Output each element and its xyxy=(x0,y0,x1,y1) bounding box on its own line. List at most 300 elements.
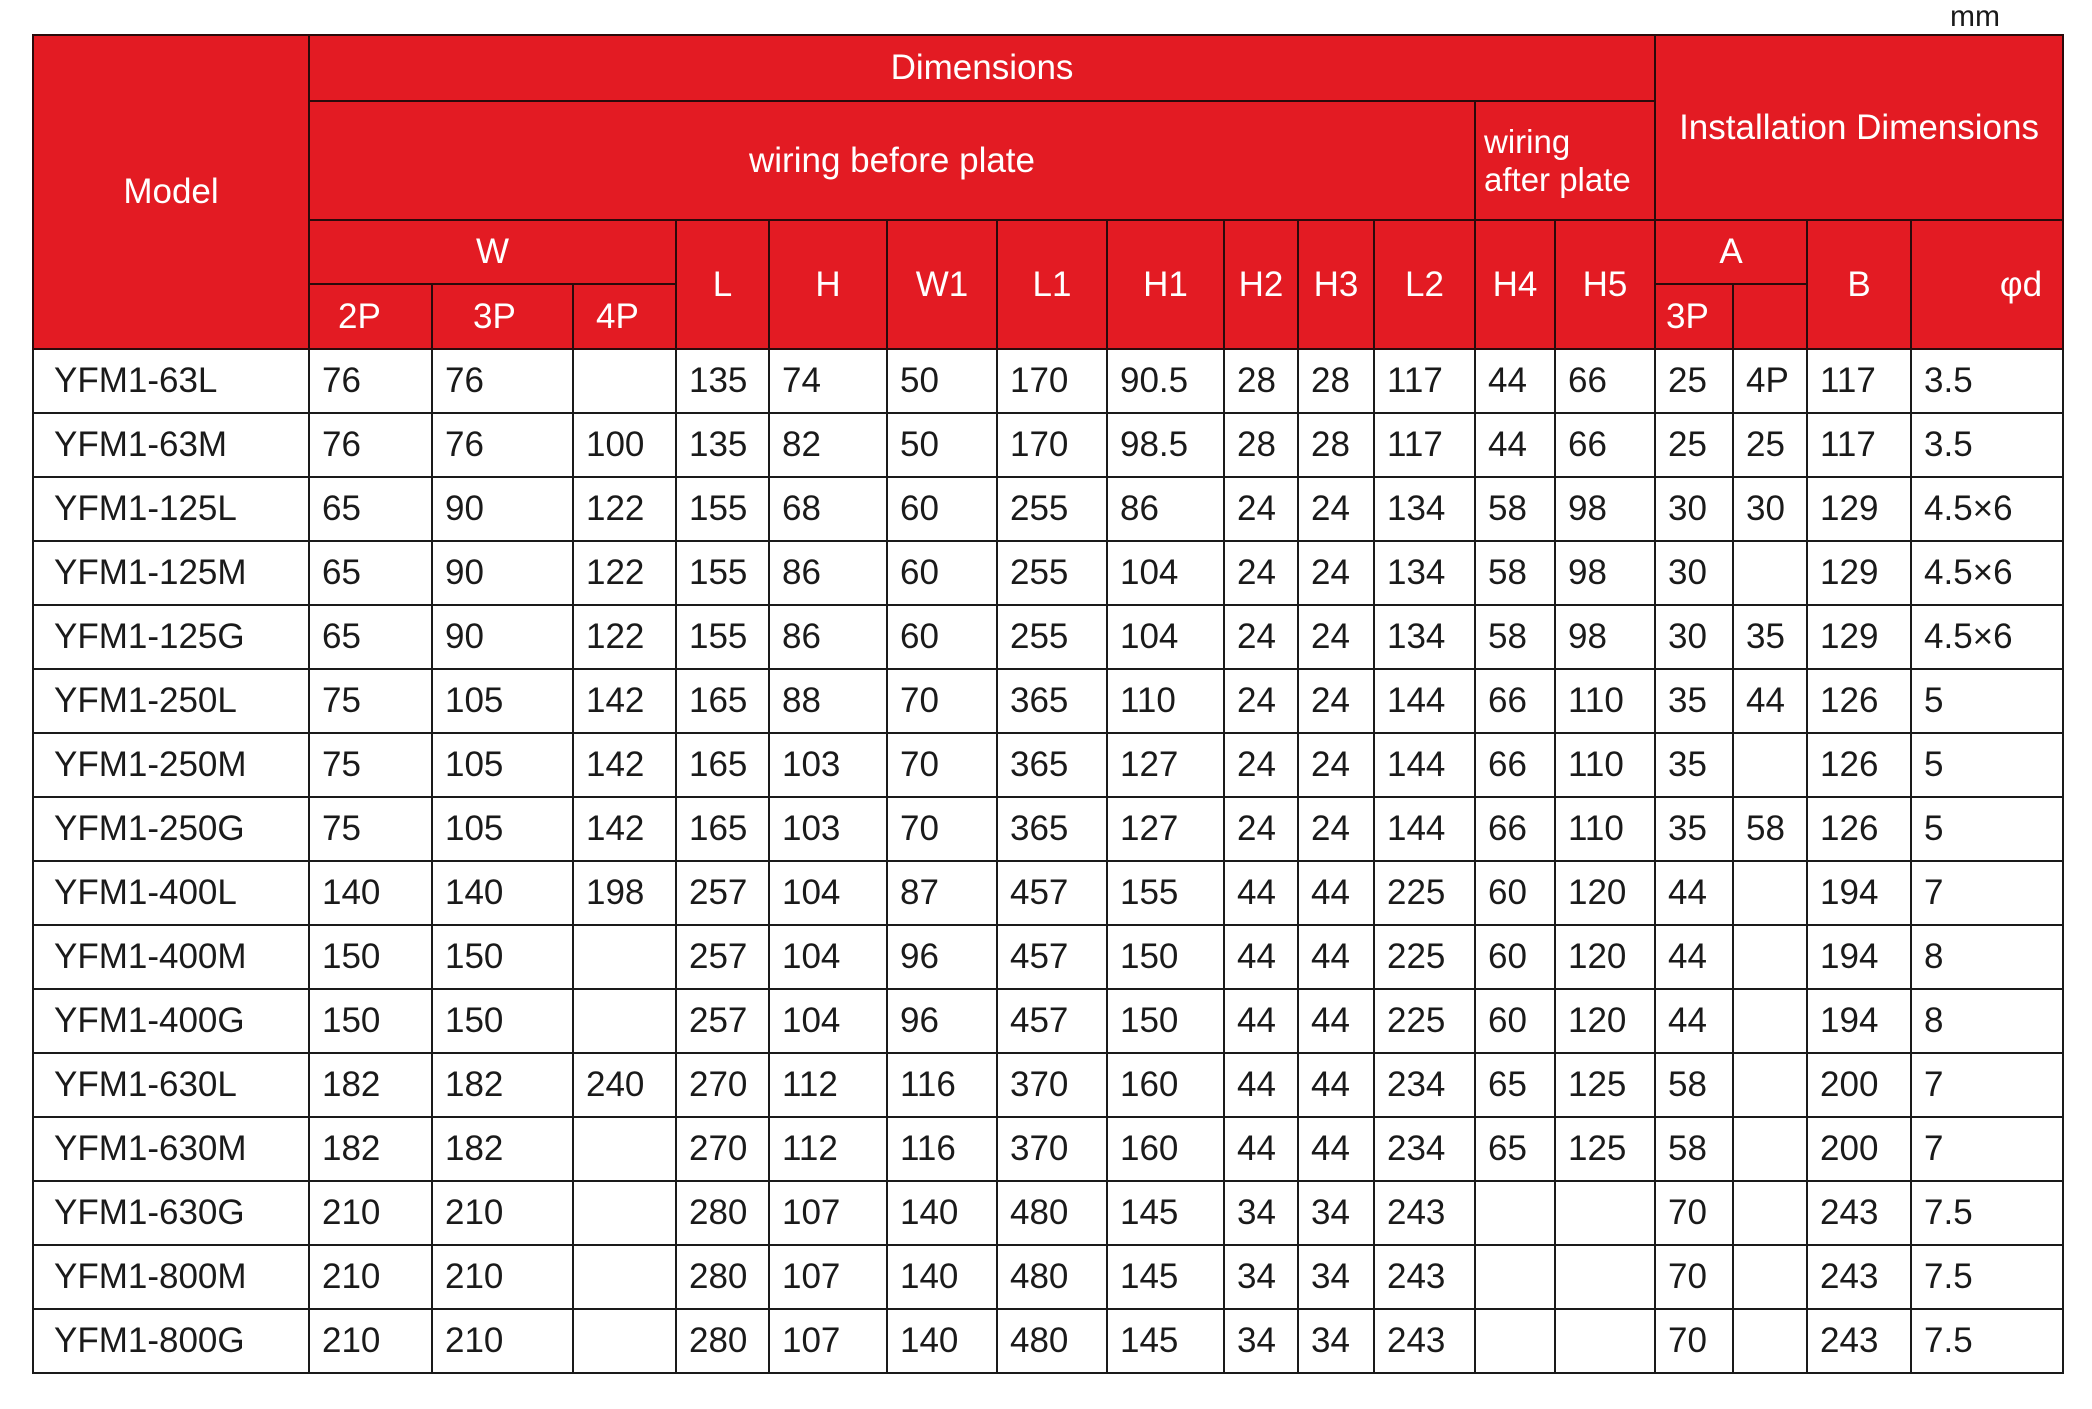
cell-h4: 60 xyxy=(1475,861,1555,925)
cell-h4: 44 xyxy=(1475,349,1555,413)
cell-l2: 144 xyxy=(1374,669,1475,733)
cell-model: YFM1-630M xyxy=(33,1117,309,1181)
cell-w-4p xyxy=(573,1309,676,1373)
cell-h5: 125 xyxy=(1555,1117,1655,1181)
header-h2: H2 xyxy=(1224,220,1298,349)
cell-model: YFM1-250M xyxy=(33,733,309,797)
cell-b: 129 xyxy=(1807,477,1911,541)
table-row xyxy=(33,413,2063,477)
cell-w1: 140 xyxy=(887,1245,997,1309)
cell-h4: 44 xyxy=(1475,413,1555,477)
cell-a-3p: 30 xyxy=(1655,541,1733,605)
table-row xyxy=(33,1309,2063,1373)
table-row xyxy=(33,925,2063,989)
cell-a-4p: 25 xyxy=(1733,413,1807,477)
cell-h5: 98 xyxy=(1555,541,1655,605)
cell-l: 135 xyxy=(676,349,769,413)
header-wiring-before-plate: wiring before plate xyxy=(309,101,1475,220)
cell-l2: 234 xyxy=(1374,1053,1475,1117)
cell-h: 82 xyxy=(769,413,887,477)
header-wiring-after-plate xyxy=(1475,101,1655,220)
header-h3: H3 xyxy=(1298,220,1374,349)
cell-w1: 50 xyxy=(887,413,997,477)
cell-a-4p: 35 xyxy=(1733,605,1807,669)
cell-w-3p: 90 xyxy=(432,605,573,669)
cell-w-3p: 76 xyxy=(432,413,573,477)
header-model: Model xyxy=(33,35,309,349)
cell-h2: 28 xyxy=(1224,413,1298,477)
cell-l2: 243 xyxy=(1374,1181,1475,1245)
cell-a-4p xyxy=(1733,925,1807,989)
cell-h: 88 xyxy=(769,669,887,733)
cell-a-3p: 25 xyxy=(1655,413,1733,477)
cell-model: YFM1-400L xyxy=(33,861,309,925)
header-a: A xyxy=(1655,220,1807,284)
header-h5: H5 xyxy=(1555,220,1655,349)
cell-h: 103 xyxy=(769,733,887,797)
cell-w-4p xyxy=(573,1181,676,1245)
cell-l2: 134 xyxy=(1374,477,1475,541)
cell-a-3p: 30 xyxy=(1655,477,1733,541)
header-l2: L2 xyxy=(1374,220,1475,349)
cell-l: 165 xyxy=(676,669,769,733)
cell-l: 257 xyxy=(676,861,769,925)
cell-h4: 58 xyxy=(1475,605,1555,669)
cell-model: YFM1-800M xyxy=(33,1245,309,1309)
cell-model: YFM1-63L xyxy=(33,349,309,413)
cell-h: 107 xyxy=(769,1245,887,1309)
cell-b: 129 xyxy=(1807,605,1911,669)
dimensions-table xyxy=(32,34,2064,1374)
cell-l: 135 xyxy=(676,413,769,477)
cell-w-3p: 105 xyxy=(432,797,573,861)
cell-h4: 65 xyxy=(1475,1117,1555,1181)
cell-h3: 24 xyxy=(1298,541,1374,605)
cell-h2: 28 xyxy=(1224,349,1298,413)
cell-l2: 225 xyxy=(1374,861,1475,925)
cell-w-3p: 105 xyxy=(432,669,573,733)
cell-h1: 155 xyxy=(1107,861,1224,925)
cell-l: 270 xyxy=(676,1117,769,1181)
cell-h5 xyxy=(1555,1309,1655,1373)
cell-b: 117 xyxy=(1807,413,1911,477)
cell-phi-d: 7.5 xyxy=(1911,1245,2063,1309)
table-row xyxy=(33,541,2063,605)
cell-phi-d: 8 xyxy=(1911,989,2063,1053)
cell-a-3p: 35 xyxy=(1655,733,1733,797)
cell-b: 129 xyxy=(1807,541,1911,605)
cell-h: 107 xyxy=(769,1181,887,1245)
cell-model: YFM1-630L xyxy=(33,1053,309,1117)
cell-a-3p: 58 xyxy=(1655,1053,1733,1117)
cell-l1: 480 xyxy=(997,1181,1107,1245)
cell-a-3p: 70 xyxy=(1655,1309,1733,1373)
cell-b: 126 xyxy=(1807,733,1911,797)
cell-h2: 24 xyxy=(1224,477,1298,541)
cell-model: YFM1-250L xyxy=(33,669,309,733)
cell-w-3p: 150 xyxy=(432,989,573,1053)
cell-w-4p: 142 xyxy=(573,797,676,861)
cell-a-4p xyxy=(1733,1053,1807,1117)
cell-model: YFM1-63M xyxy=(33,413,309,477)
cell-h: 112 xyxy=(769,1053,887,1117)
cell-h3: 28 xyxy=(1298,413,1374,477)
cell-w1: 60 xyxy=(887,541,997,605)
header-a-3p: 3P xyxy=(1655,284,1733,349)
cell-h4: 58 xyxy=(1475,541,1555,605)
cell-h3: 24 xyxy=(1298,477,1374,541)
cell-h1: 86 xyxy=(1107,477,1224,541)
cell-h4: 58 xyxy=(1475,477,1555,541)
cell-a-3p: 44 xyxy=(1655,989,1733,1053)
cell-w-2p: 75 xyxy=(309,669,432,733)
cell-l: 280 xyxy=(676,1181,769,1245)
cell-a-4p: 44 xyxy=(1733,669,1807,733)
cell-w-3p: 182 xyxy=(432,1053,573,1117)
cell-h1: 150 xyxy=(1107,989,1224,1053)
cell-w-2p: 65 xyxy=(309,541,432,605)
table-row xyxy=(33,349,2063,413)
cell-w-4p xyxy=(573,1245,676,1309)
cell-l1: 370 xyxy=(997,1117,1107,1181)
cell-h4: 66 xyxy=(1475,733,1555,797)
cell-w-3p: 105 xyxy=(432,733,573,797)
cell-h1: 145 xyxy=(1107,1309,1224,1373)
cell-b: 243 xyxy=(1807,1245,1911,1309)
cell-h5: 110 xyxy=(1555,797,1655,861)
cell-h3: 34 xyxy=(1298,1309,1374,1373)
table-row xyxy=(33,733,2063,797)
header-wiring-after-line1: wiring xyxy=(1484,122,1571,160)
table-body xyxy=(33,349,2063,1373)
cell-l: 270 xyxy=(676,1053,769,1117)
cell-w1: 70 xyxy=(887,733,997,797)
cell-w-2p: 76 xyxy=(309,349,432,413)
cell-b: 117 xyxy=(1807,349,1911,413)
header-h: H xyxy=(769,220,887,349)
cell-w1: 60 xyxy=(887,605,997,669)
cell-w-2p: 182 xyxy=(309,1117,432,1181)
header-w-4p: 4P xyxy=(573,284,676,349)
cell-l2: 134 xyxy=(1374,541,1475,605)
cell-h3: 24 xyxy=(1298,733,1374,797)
cell-l1: 457 xyxy=(997,925,1107,989)
cell-b: 243 xyxy=(1807,1309,1911,1373)
cell-phi-d: 7 xyxy=(1911,1053,2063,1117)
cell-w-2p: 210 xyxy=(309,1181,432,1245)
cell-w1: 116 xyxy=(887,1117,997,1181)
cell-w-4p: 122 xyxy=(573,541,676,605)
cell-l2: 243 xyxy=(1374,1245,1475,1309)
cell-a-3p: 35 xyxy=(1655,797,1733,861)
cell-phi-d: 7 xyxy=(1911,1117,2063,1181)
cell-w-2p: 210 xyxy=(309,1245,432,1309)
cell-a-3p: 35 xyxy=(1655,669,1733,733)
cell-l1: 170 xyxy=(997,349,1107,413)
cell-h1: 127 xyxy=(1107,733,1224,797)
cell-h5: 125 xyxy=(1555,1053,1655,1117)
cell-a-4p xyxy=(1733,733,1807,797)
cell-w-3p: 210 xyxy=(432,1309,573,1373)
header-l: L xyxy=(676,220,769,349)
unit-label: mm xyxy=(1950,0,2000,33)
cell-model: YFM1-400M xyxy=(33,925,309,989)
cell-w-2p: 76 xyxy=(309,413,432,477)
cell-w-4p: 122 xyxy=(573,477,676,541)
cell-h: 112 xyxy=(769,1117,887,1181)
cell-h2: 24 xyxy=(1224,541,1298,605)
cell-w-4p: 198 xyxy=(573,861,676,925)
cell-w-3p: 210 xyxy=(432,1245,573,1309)
cell-h5 xyxy=(1555,1245,1655,1309)
table-row xyxy=(33,669,2063,733)
cell-h3: 44 xyxy=(1298,989,1374,1053)
cell-l1: 365 xyxy=(997,733,1107,797)
cell-h: 86 xyxy=(769,541,887,605)
cell-h4: 60 xyxy=(1475,989,1555,1053)
cell-model: YFM1-800G xyxy=(33,1309,309,1373)
cell-l: 155 xyxy=(676,541,769,605)
cell-h5: 120 xyxy=(1555,989,1655,1053)
header-installation-dimensions: Installation Dimensions xyxy=(1655,35,2063,220)
cell-h4 xyxy=(1475,1309,1555,1373)
cell-w1: 96 xyxy=(887,925,997,989)
header-a-4p xyxy=(1733,284,1807,349)
cell-b: 126 xyxy=(1807,669,1911,733)
cell-h1: 104 xyxy=(1107,541,1224,605)
cell-phi-d: 7 xyxy=(1911,861,2063,925)
header-wiring-after-line2: after plate xyxy=(1484,160,1631,198)
cell-w-3p: 210 xyxy=(432,1181,573,1245)
cell-b: 194 xyxy=(1807,861,1911,925)
cell-w1: 140 xyxy=(887,1181,997,1245)
cell-a-3p: 25 xyxy=(1655,349,1733,413)
header-dimensions: Dimensions xyxy=(309,35,1655,101)
cell-h2: 44 xyxy=(1224,989,1298,1053)
header-w: W xyxy=(309,220,676,284)
cell-w1: 140 xyxy=(887,1309,997,1373)
cell-model: YFM1-400G xyxy=(33,989,309,1053)
cell-w-2p: 210 xyxy=(309,1309,432,1373)
cell-l2: 117 xyxy=(1374,413,1475,477)
cell-phi-d: 4.5×6 xyxy=(1911,605,2063,669)
cell-model: YFM1-125M xyxy=(33,541,309,605)
header-w-2p: 2P xyxy=(309,284,432,349)
cell-h5: 66 xyxy=(1555,349,1655,413)
cell-phi-d: 7.5 xyxy=(1911,1181,2063,1245)
cell-h3: 24 xyxy=(1298,605,1374,669)
cell-l2: 225 xyxy=(1374,989,1475,1053)
cell-a-4p xyxy=(1733,1117,1807,1181)
header-w-3p: 3P xyxy=(432,284,573,349)
cell-w-4p: 142 xyxy=(573,669,676,733)
cell-h5: 98 xyxy=(1555,477,1655,541)
cell-l: 155 xyxy=(676,605,769,669)
cell-w-3p: 140 xyxy=(432,861,573,925)
cell-h3: 44 xyxy=(1298,1053,1374,1117)
cell-l2: 144 xyxy=(1374,797,1475,861)
cell-w-2p: 65 xyxy=(309,477,432,541)
cell-phi-d: 4.5×6 xyxy=(1911,541,2063,605)
table-row xyxy=(33,1117,2063,1181)
table-row xyxy=(33,1053,2063,1117)
cell-a-3p: 44 xyxy=(1655,925,1733,989)
cell-a-4p xyxy=(1733,541,1807,605)
cell-h: 68 xyxy=(769,477,887,541)
header-b: B xyxy=(1807,220,1911,349)
cell-b: 194 xyxy=(1807,925,1911,989)
cell-h: 107 xyxy=(769,1309,887,1373)
cell-w-3p: 90 xyxy=(432,477,573,541)
cell-h2: 24 xyxy=(1224,797,1298,861)
header-h4: H4 xyxy=(1475,220,1555,349)
cell-h1: 160 xyxy=(1107,1053,1224,1117)
cell-w-3p: 76 xyxy=(432,349,573,413)
cell-l: 257 xyxy=(676,925,769,989)
cell-w-2p: 75 xyxy=(309,733,432,797)
cell-a-3p: 70 xyxy=(1655,1181,1733,1245)
cell-h4: 65 xyxy=(1475,1053,1555,1117)
cell-h2: 34 xyxy=(1224,1181,1298,1245)
cell-model: YFM1-125G xyxy=(33,605,309,669)
cell-l1: 480 xyxy=(997,1245,1107,1309)
cell-h2: 24 xyxy=(1224,605,1298,669)
cell-h3: 34 xyxy=(1298,1245,1374,1309)
cell-h5: 120 xyxy=(1555,861,1655,925)
cell-b: 126 xyxy=(1807,797,1911,861)
cell-w-4p: 240 xyxy=(573,1053,676,1117)
cell-h1: 150 xyxy=(1107,925,1224,989)
cell-h3: 28 xyxy=(1298,349,1374,413)
cell-w-2p: 65 xyxy=(309,605,432,669)
cell-l2: 144 xyxy=(1374,733,1475,797)
cell-l1: 170 xyxy=(997,413,1107,477)
cell-l2: 225 xyxy=(1374,925,1475,989)
cell-phi-d: 3.5 xyxy=(1911,413,2063,477)
cell-phi-d: 5 xyxy=(1911,797,2063,861)
cell-h2: 34 xyxy=(1224,1245,1298,1309)
header-w1: W1 xyxy=(887,220,997,349)
cell-h5 xyxy=(1555,1181,1655,1245)
cell-w1: 116 xyxy=(887,1053,997,1117)
cell-h2: 24 xyxy=(1224,669,1298,733)
cell-l1: 365 xyxy=(997,669,1107,733)
header-h1: H1 xyxy=(1107,220,1224,349)
cell-w-2p: 182 xyxy=(309,1053,432,1117)
cell-w-4p: 100 xyxy=(573,413,676,477)
cell-h5: 110 xyxy=(1555,733,1655,797)
cell-l2: 134 xyxy=(1374,605,1475,669)
cell-a-4p xyxy=(1733,1245,1807,1309)
cell-a-4p xyxy=(1733,1309,1807,1373)
cell-w-2p: 150 xyxy=(309,989,432,1053)
cell-model: YFM1-125L xyxy=(33,477,309,541)
cell-w-3p: 182 xyxy=(432,1117,573,1181)
cell-w-2p: 150 xyxy=(309,925,432,989)
cell-l: 165 xyxy=(676,733,769,797)
cell-b: 194 xyxy=(1807,989,1911,1053)
cell-h1: 104 xyxy=(1107,605,1224,669)
cell-phi-d: 5 xyxy=(1911,669,2063,733)
cell-h5: 66 xyxy=(1555,413,1655,477)
cell-h4 xyxy=(1475,1245,1555,1309)
cell-h3: 34 xyxy=(1298,1181,1374,1245)
cell-h5: 120 xyxy=(1555,925,1655,989)
cell-w-4p xyxy=(573,925,676,989)
cell-h2: 44 xyxy=(1224,925,1298,989)
cell-h1: 110 xyxy=(1107,669,1224,733)
cell-b: 243 xyxy=(1807,1181,1911,1245)
cell-l1: 457 xyxy=(997,989,1107,1053)
cell-h: 86 xyxy=(769,605,887,669)
cell-a-4p xyxy=(1733,989,1807,1053)
cell-h4: 66 xyxy=(1475,797,1555,861)
cell-h1: 90.5 xyxy=(1107,349,1224,413)
cell-h5: 110 xyxy=(1555,669,1655,733)
cell-b: 200 xyxy=(1807,1053,1911,1117)
table-row xyxy=(33,605,2063,669)
cell-h5: 98 xyxy=(1555,605,1655,669)
table-row xyxy=(33,989,2063,1053)
cell-w1: 70 xyxy=(887,797,997,861)
cell-h1: 160 xyxy=(1107,1117,1224,1181)
cell-h: 104 xyxy=(769,989,887,1053)
cell-a-4p: 30 xyxy=(1733,477,1807,541)
cell-h: 74 xyxy=(769,349,887,413)
cell-l1: 370 xyxy=(997,1053,1107,1117)
cell-h1: 98.5 xyxy=(1107,413,1224,477)
cell-h4 xyxy=(1475,1181,1555,1245)
cell-h2: 24 xyxy=(1224,733,1298,797)
table-row xyxy=(33,1181,2063,1245)
cell-l2: 234 xyxy=(1374,1117,1475,1181)
cell-h3: 24 xyxy=(1298,669,1374,733)
cell-a-4p xyxy=(1733,861,1807,925)
header-l1: L1 xyxy=(997,220,1107,349)
cell-h3: 44 xyxy=(1298,925,1374,989)
cell-a-4p xyxy=(1733,1181,1807,1245)
cell-l: 257 xyxy=(676,989,769,1053)
cell-h: 103 xyxy=(769,797,887,861)
cell-phi-d: 5 xyxy=(1911,733,2063,797)
cell-h2: 44 xyxy=(1224,861,1298,925)
cell-l1: 255 xyxy=(997,477,1107,541)
cell-l1: 457 xyxy=(997,861,1107,925)
cell-h1: 145 xyxy=(1107,1245,1224,1309)
cell-w-4p: 142 xyxy=(573,733,676,797)
cell-a-3p: 58 xyxy=(1655,1117,1733,1181)
cell-w-2p: 75 xyxy=(309,797,432,861)
cell-h1: 145 xyxy=(1107,1181,1224,1245)
cell-phi-d: 8 xyxy=(1911,925,2063,989)
cell-l: 280 xyxy=(676,1309,769,1373)
cell-w-4p: 122 xyxy=(573,605,676,669)
cell-l: 165 xyxy=(676,797,769,861)
cell-model: YFM1-630G xyxy=(33,1181,309,1245)
cell-l1: 255 xyxy=(997,541,1107,605)
cell-phi-d: 3.5 xyxy=(1911,349,2063,413)
table-row xyxy=(33,1245,2063,1309)
table-row xyxy=(33,477,2063,541)
cell-l: 155 xyxy=(676,477,769,541)
cell-a-4p: 4P xyxy=(1733,349,1807,413)
cell-a-3p: 30 xyxy=(1655,605,1733,669)
cell-l1: 255 xyxy=(997,605,1107,669)
cell-h: 104 xyxy=(769,925,887,989)
cell-h2: 44 xyxy=(1224,1053,1298,1117)
cell-l2: 243 xyxy=(1374,1309,1475,1373)
cell-a-3p: 70 xyxy=(1655,1245,1733,1309)
